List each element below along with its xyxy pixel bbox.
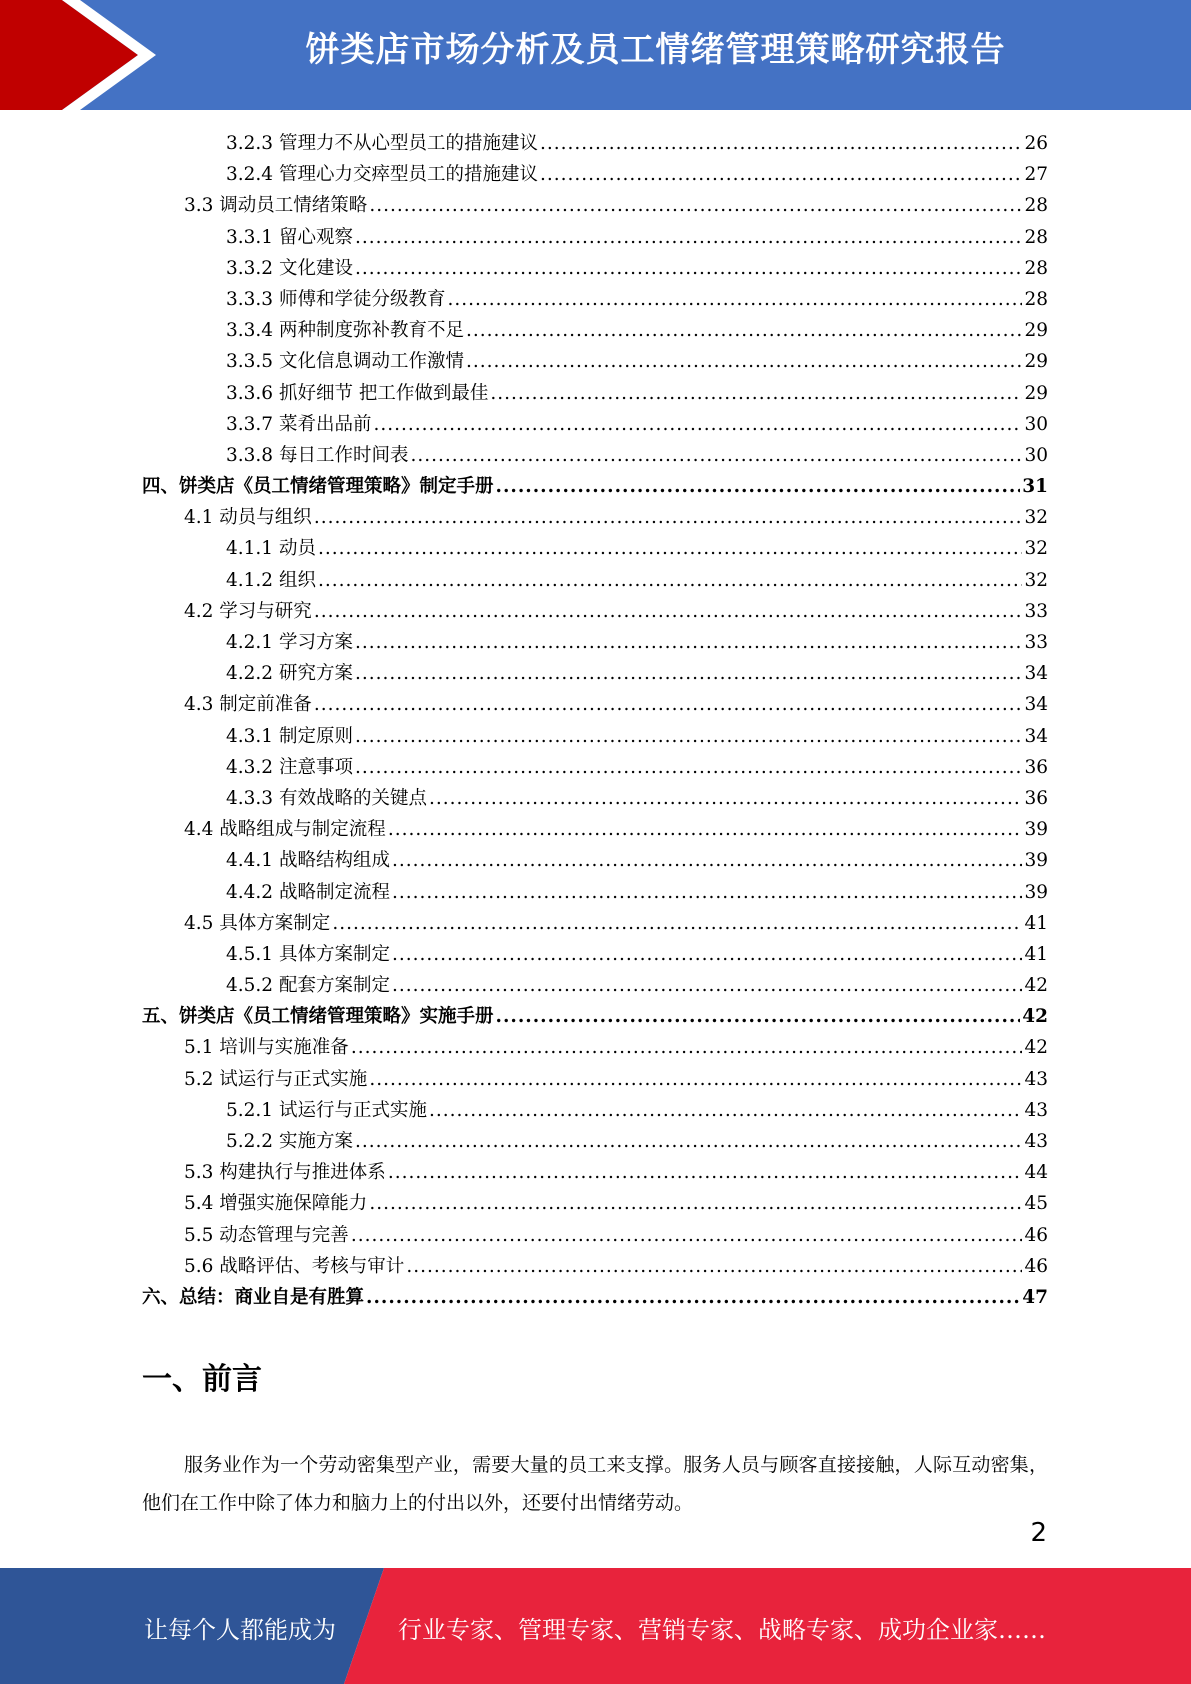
table-of-contents bbox=[142, 128, 1048, 1313]
page-number: 2 bbox=[1030, 1518, 1047, 1548]
toc-entry-label: 4.3 制定前准备 bbox=[184, 694, 312, 716]
toc-entry-label: 3.3.6 抓好细节 把工作做到最佳 bbox=[226, 382, 489, 404]
toc-entry[interactable] bbox=[142, 1157, 1048, 1188]
toc-dot-leader bbox=[369, 1064, 1022, 1095]
toc-entry[interactable] bbox=[142, 1095, 1048, 1126]
toc-entry-label: 3.3.1 留心观察 bbox=[226, 226, 353, 248]
toc-entry[interactable] bbox=[142, 752, 1048, 783]
toc-entry[interactable] bbox=[142, 284, 1048, 315]
toc-entry-label: 3.3.8 每日工作时间表 bbox=[226, 444, 409, 466]
toc-dot-leader bbox=[318, 533, 1023, 564]
toc-dot-leader bbox=[392, 970, 1022, 1001]
toc-entry-page: 39 bbox=[1024, 881, 1048, 903]
toc-entry-label: 4.1.1 动员 bbox=[226, 538, 316, 560]
toc-entry-label: 4.1.2 组织 bbox=[226, 569, 316, 591]
toc-entry[interactable] bbox=[142, 596, 1048, 627]
toc-dot-leader bbox=[369, 1188, 1022, 1219]
toc-entry-label: 5.2 试运行与正式实施 bbox=[184, 1068, 368, 1090]
toc-entry-page: 32 bbox=[1024, 538, 1048, 560]
toc-entry-page: 42 bbox=[1022, 1006, 1048, 1028]
toc-entry-page: 33 bbox=[1024, 600, 1048, 622]
toc-dot-leader bbox=[540, 128, 1022, 159]
toc-dot-leader bbox=[496, 471, 1021, 502]
toc-entry[interactable] bbox=[142, 970, 1048, 1001]
toc-entry-page: 30 bbox=[1024, 444, 1048, 466]
toc-dot-leader bbox=[406, 1251, 1022, 1282]
toc-dot-leader bbox=[490, 378, 1022, 409]
toc-entry-label: 4.3.1 制定原则 bbox=[226, 725, 353, 747]
toc-entry-label: 4.3.3 有效战略的关键点 bbox=[226, 787, 427, 809]
toc-entry[interactable] bbox=[142, 814, 1048, 845]
toc-dot-leader bbox=[355, 253, 1023, 284]
toc-entry-label: 5.3 构建执行与推进体系 bbox=[184, 1162, 386, 1184]
toc-entry-page: 46 bbox=[1024, 1224, 1048, 1246]
toc-dot-leader bbox=[392, 845, 1022, 876]
toc-entry[interactable] bbox=[142, 533, 1048, 564]
toc-dot-leader bbox=[388, 814, 1023, 845]
toc-entry-page: 33 bbox=[1024, 632, 1048, 653]
toc-entry[interactable] bbox=[142, 565, 1048, 596]
toc-entry-label: 5.2.1 试运行与正式实施 bbox=[226, 1099, 427, 1121]
toc-entry-label: 3.2.3 管理力不从心型员工的措施建议 bbox=[226, 133, 538, 154]
toc-entry-label: 五、饼类店《员工情绪管理策略》实施手册 bbox=[142, 1006, 494, 1028]
toc-entry[interactable] bbox=[142, 222, 1048, 253]
toc-entry-label: 4.4.2 战略制定流程 bbox=[226, 881, 390, 903]
toc-entry-page: 45 bbox=[1024, 1193, 1048, 1215]
toc-entry[interactable] bbox=[142, 190, 1048, 221]
header-banner bbox=[0, 0, 1191, 110]
toc-entry-page: 36 bbox=[1024, 756, 1048, 778]
toc-entry-label: 4.5.2 配套方案制定 bbox=[226, 975, 390, 997]
toc-entry-page: 41 bbox=[1024, 943, 1048, 965]
toc-entry[interactable] bbox=[142, 471, 1048, 502]
toc-dot-leader bbox=[410, 440, 1022, 471]
toc-entry-label: 5.4 增强实施保障能力 bbox=[184, 1193, 368, 1215]
toc-entry-label: 4.5 具体方案制定 bbox=[184, 912, 331, 934]
toc-dot-leader bbox=[388, 1157, 1023, 1188]
toc-entry-label: 5.1 培训与实施准备 bbox=[184, 1037, 349, 1059]
toc-entry-page: 34 bbox=[1024, 725, 1048, 747]
toc-dot-leader bbox=[355, 1126, 1023, 1157]
toc-dot-leader bbox=[366, 1282, 1020, 1313]
toc-dot-leader bbox=[355, 658, 1023, 689]
toc-entry[interactable] bbox=[142, 315, 1048, 346]
toc-dot-leader bbox=[355, 627, 1023, 658]
toc-entry-label: 四、饼类店《员工情绪管理策略》制定手册 bbox=[142, 476, 494, 498]
toc-entry[interactable] bbox=[142, 783, 1048, 814]
toc-entry-label: 3.3.7 菜肴出品前 bbox=[226, 413, 372, 435]
footer-banner bbox=[0, 1568, 1191, 1684]
toc-dot-leader bbox=[355, 752, 1023, 783]
toc-dot-leader bbox=[314, 596, 1023, 627]
toc-entry-label: 3.3.2 文化建设 bbox=[226, 257, 353, 279]
toc-entry-label: 5.5 动态管理与完善 bbox=[184, 1224, 349, 1246]
toc-entry[interactable] bbox=[142, 1001, 1048, 1032]
toc-entry-page: 29 bbox=[1024, 320, 1048, 342]
toc-dot-leader bbox=[447, 284, 1022, 315]
toc-entry-page: 47 bbox=[1022, 1286, 1048, 1308]
toc-dot-leader bbox=[373, 409, 1022, 440]
toc-entry-label: 3.3 调动员工情绪策略 bbox=[184, 195, 368, 217]
toc-entry-page: 46 bbox=[1024, 1255, 1048, 1277]
toc-entry-page: 28 bbox=[1024, 195, 1048, 217]
footer-slogan-left: 让每个人都能成为 bbox=[144, 1616, 336, 1644]
toc-entry[interactable] bbox=[142, 939, 1048, 970]
footer-slogan-right: 行业专家、管理专家、营销专家、战略专家、成功企业家…… bbox=[398, 1616, 1046, 1644]
toc-dot-leader bbox=[355, 721, 1023, 752]
body-paragraph: 服务业作为一个劳动密集型产业，需要大量的员工来支撑。服务人员与顾客直接接触，人际互动密集，他们在工作中除了体力和脑力上的付出以外，还要付出情绪劳动。 bbox=[142, 1454, 1048, 1514]
toc-entry-page: 43 bbox=[1024, 1099, 1048, 1121]
toc-entry-label: 4.5.1 具体方案制定 bbox=[226, 943, 390, 965]
toc-entry-label: 4.4.1 战略结构组成 bbox=[226, 850, 390, 872]
toc-dot-leader bbox=[314, 689, 1023, 720]
toc-entry[interactable] bbox=[142, 721, 1048, 752]
toc-entry-label: 4.1 动员与组织 bbox=[184, 507, 312, 529]
toc-entry[interactable] bbox=[142, 409, 1048, 440]
toc-entry[interactable] bbox=[142, 159, 1048, 190]
toc-entry[interactable] bbox=[142, 1064, 1048, 1095]
toc-entry-page: 43 bbox=[1024, 1068, 1048, 1090]
toc-dot-leader bbox=[466, 346, 1022, 377]
toc-dot-leader bbox=[496, 1001, 1021, 1032]
toc-entry-page: 42 bbox=[1024, 1037, 1048, 1059]
toc-entry[interactable] bbox=[142, 1032, 1048, 1063]
toc-dot-leader bbox=[332, 908, 1022, 939]
toc-entry[interactable] bbox=[142, 1220, 1048, 1251]
toc-entry[interactable] bbox=[142, 253, 1048, 284]
toc-entry-label: 5.6 战略评估、考核与审计 bbox=[184, 1255, 405, 1277]
document-title: 饼类店市场分析及员工情绪管理策略研究报告 bbox=[305, 30, 1006, 70]
toc-entry-page: 34 bbox=[1024, 663, 1048, 685]
toc-entry[interactable] bbox=[142, 1188, 1048, 1219]
toc-entry-label: 4.2 学习与研究 bbox=[184, 600, 312, 622]
toc-dot-leader bbox=[466, 315, 1022, 346]
toc-entry-page: 32 bbox=[1024, 507, 1048, 529]
toc-entry-page: 28 bbox=[1024, 288, 1048, 310]
toc-entry[interactable] bbox=[142, 658, 1048, 689]
toc-entry[interactable] bbox=[142, 346, 1048, 377]
toc-dot-leader bbox=[540, 159, 1022, 190]
toc-entry[interactable] bbox=[142, 128, 1048, 159]
toc-dot-leader bbox=[318, 565, 1023, 596]
toc-entry[interactable] bbox=[142, 1251, 1048, 1282]
toc-entry-page: 29 bbox=[1024, 351, 1048, 373]
toc-entry-label: 六、总结：商业自是有胜算 bbox=[142, 1286, 365, 1308]
toc-entry-page: 34 bbox=[1024, 694, 1048, 716]
toc-dot-leader bbox=[351, 1032, 1023, 1063]
toc-entry-page: 39 bbox=[1024, 850, 1048, 872]
toc-entry-label: 4.2.1 学习方案 bbox=[226, 632, 353, 653]
toc-entry[interactable] bbox=[142, 1282, 1048, 1313]
toc-dot-leader bbox=[429, 783, 1022, 814]
toc-entry-label: 4.2.2 研究方案 bbox=[226, 663, 353, 685]
toc-entry-page: 41 bbox=[1024, 912, 1048, 934]
toc-entry[interactable] bbox=[142, 1126, 1048, 1157]
toc-entry[interactable] bbox=[142, 877, 1048, 908]
toc-entry-page: 29 bbox=[1024, 382, 1048, 404]
toc-entry-label: 3.3.5 文化信息调动工作激情 bbox=[226, 351, 464, 373]
toc-entry-page: 28 bbox=[1024, 226, 1048, 248]
toc-dot-leader bbox=[392, 939, 1022, 970]
toc-dot-leader bbox=[392, 877, 1022, 908]
toc-entry-page: 36 bbox=[1024, 787, 1048, 809]
toc-dot-leader bbox=[314, 502, 1023, 533]
toc-entry[interactable] bbox=[142, 908, 1048, 939]
toc-entry-label: 3.2.4 管理心力交瘁型员工的措施建议 bbox=[226, 164, 538, 186]
toc-entry-label: 3.3.3 师傅和学徒分级教育 bbox=[226, 288, 446, 310]
toc-dot-leader bbox=[369, 190, 1022, 221]
toc-entry-label: 3.3.4 两种制度弥补教育不足 bbox=[226, 320, 464, 342]
toc-entry-label: 4.3.2 注意事项 bbox=[226, 756, 353, 778]
toc-entry-page: 44 bbox=[1024, 1162, 1048, 1184]
toc-entry[interactable] bbox=[142, 502, 1048, 533]
toc-entry-page: 43 bbox=[1024, 1131, 1048, 1152]
header-arrow-decoration bbox=[0, 0, 160, 110]
toc-entry-page: 31 bbox=[1022, 476, 1048, 498]
toc-entry-page: 32 bbox=[1024, 569, 1048, 591]
toc-entry-page: 26 bbox=[1024, 133, 1048, 154]
toc-entry[interactable] bbox=[142, 627, 1048, 658]
toc-dot-leader bbox=[351, 1220, 1023, 1251]
toc-entry[interactable] bbox=[142, 440, 1048, 471]
toc-entry[interactable] bbox=[142, 378, 1048, 409]
toc-dot-leader bbox=[429, 1095, 1022, 1126]
toc-entry-page: 27 bbox=[1024, 164, 1048, 186]
toc-entry-label: 4.4 战略组成与制定流程 bbox=[184, 819, 386, 841]
toc-entry-page: 39 bbox=[1024, 819, 1048, 841]
section-heading: 一、前言 bbox=[142, 1362, 262, 1397]
toc-entry-page: 42 bbox=[1024, 975, 1048, 997]
toc-entry-label: 5.2.2 实施方案 bbox=[226, 1131, 353, 1152]
toc-entry[interactable] bbox=[142, 845, 1048, 876]
toc-entry-page: 30 bbox=[1024, 413, 1048, 435]
toc-entry[interactable] bbox=[142, 689, 1048, 720]
toc-dot-leader bbox=[355, 222, 1023, 253]
toc-entry-page: 28 bbox=[1024, 257, 1048, 279]
